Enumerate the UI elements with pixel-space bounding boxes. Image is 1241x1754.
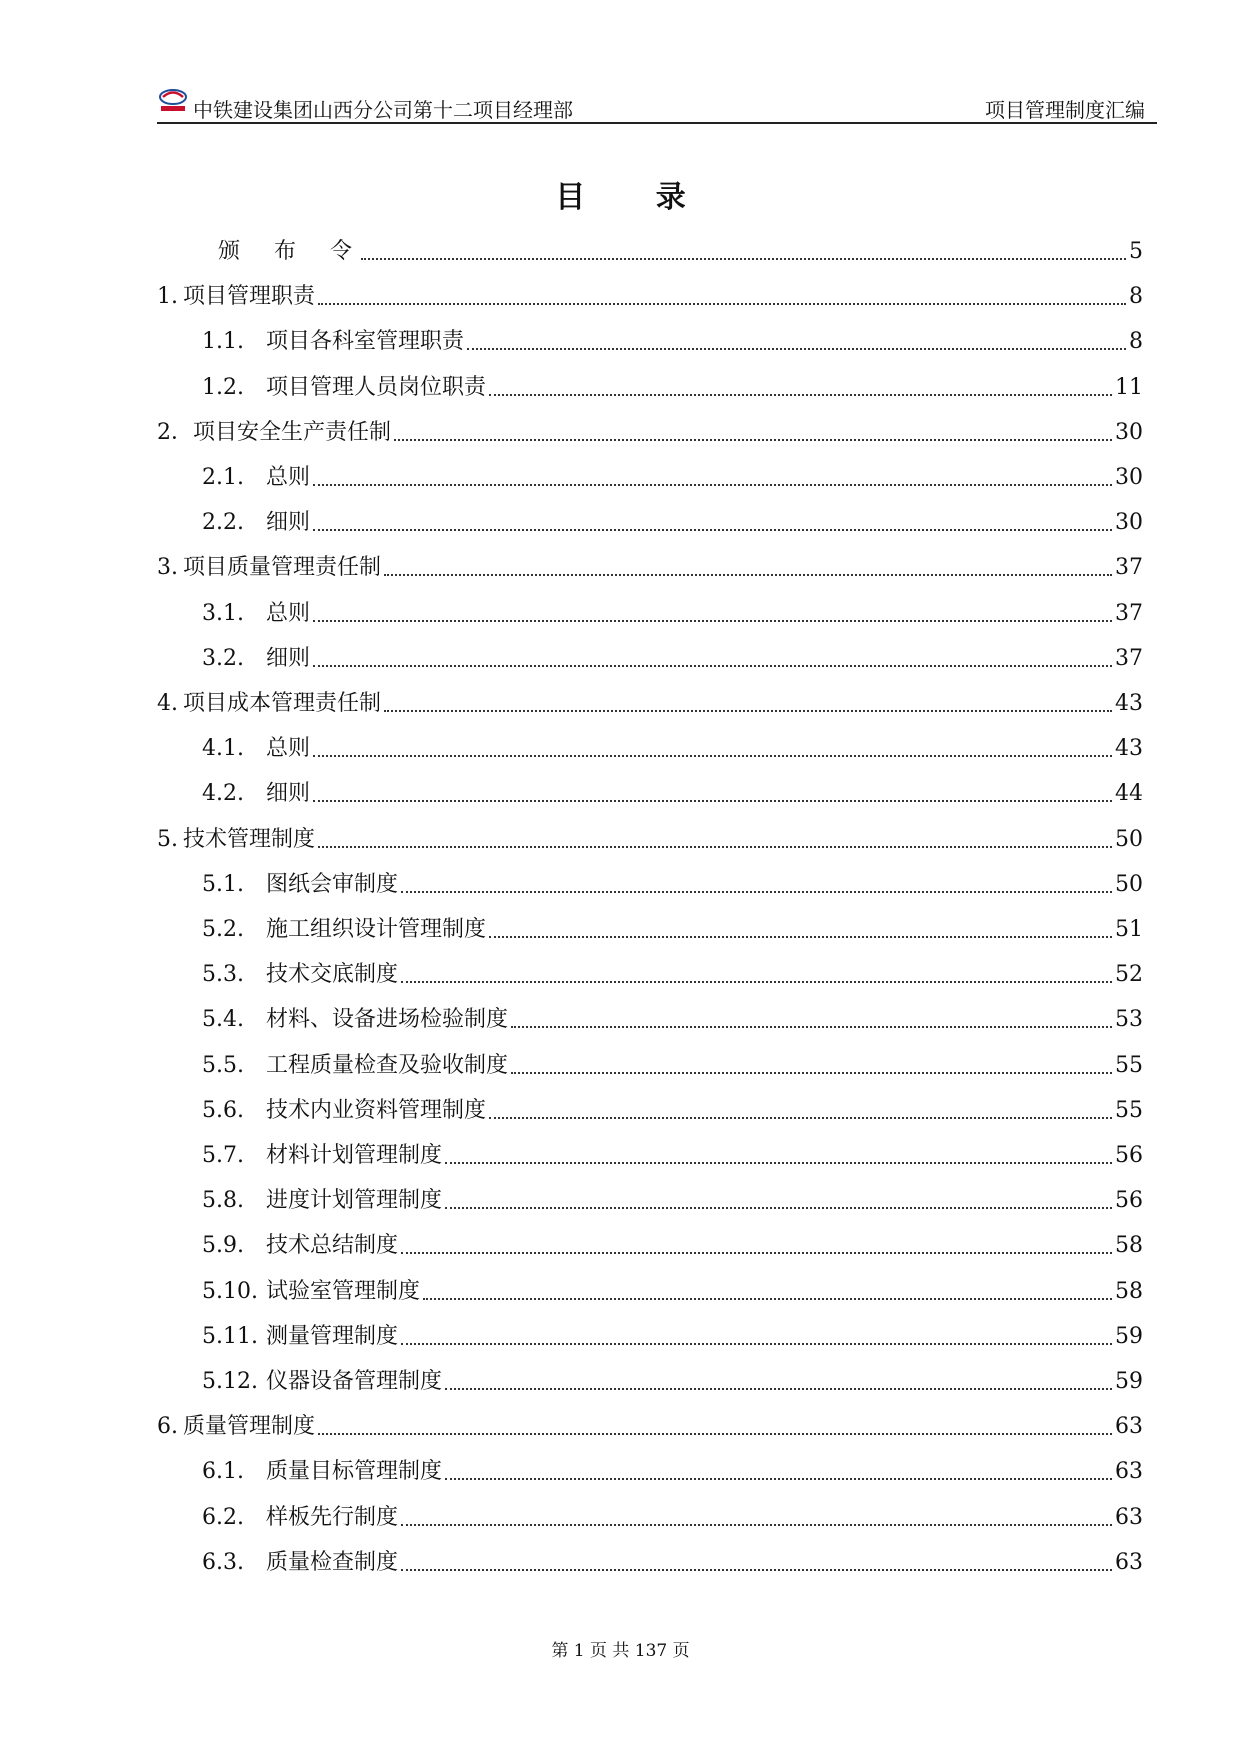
toc-leader-dots [445, 1388, 1112, 1390]
toc-entry-number: 3. [157, 555, 178, 581]
toc-entry-title: 总则 [266, 736, 311, 762]
toc-entry-title: 总则 [266, 600, 311, 626]
toc-entry-title: 进度计划管理制度 [266, 1188, 443, 1214]
toc-leader-dots [401, 1524, 1112, 1526]
toc-leader-dots [445, 1162, 1112, 1164]
toc-entry-page: 63 [1115, 1549, 1143, 1575]
toc-entry[interactable] [202, 1085, 1143, 1125]
page-header [157, 84, 1157, 124]
toc-leader-dots [318, 303, 1126, 305]
toc-entry[interactable] [157, 542, 1143, 582]
toc-entry-number: 5.4. [202, 1007, 244, 1033]
toc-entry-page: 58 [1115, 1278, 1143, 1304]
toc-entry-title: 仪器设备管理制度 [266, 1369, 443, 1394]
header-document-title: 项目管理制度汇编 [985, 98, 1145, 122]
toc-entry-page: 50 [1115, 871, 1143, 897]
toc-entry-number: 5.2. [202, 917, 244, 942]
toc-entry[interactable] [202, 316, 1143, 356]
toc-entry-number: 5.7. [202, 1143, 244, 1168]
toc-entry-number: 4.2. [202, 781, 244, 807]
toc-entry-number: 6.3. [202, 1549, 244, 1575]
toc-entry[interactable] [202, 1266, 1143, 1306]
toc-entry-number: 4.1. [202, 736, 244, 762]
toc-entry-page: 53 [1115, 1007, 1143, 1033]
toc-entry-title: 样板先行制度 [266, 1504, 399, 1530]
toc-entry-title: 技术总结制度 [266, 1233, 399, 1259]
toc-leader-dots [313, 529, 1112, 531]
toc-entry-number: 2． [157, 419, 193, 445]
toc-entry[interactable] [157, 814, 1143, 854]
toc-leader-dots [401, 1569, 1112, 1571]
toc-entry-title: 项目质量管理责任制 [183, 555, 382, 581]
toc-entry-number: 6. [157, 1414, 178, 1440]
toc-entry[interactable] [202, 1040, 1143, 1080]
toc-leader-dots [423, 1298, 1112, 1300]
toc-entry-title: 材料、设备进场检验制度 [266, 1007, 509, 1033]
toc-entry-title: 工程质量检查及验收制度 [266, 1052, 509, 1078]
toc-leader-dots [401, 981, 1112, 983]
toc-leader-dots [313, 484, 1112, 486]
toc-entry-page: 30 [1115, 419, 1143, 445]
toc-entry[interactable] [157, 678, 1143, 718]
toc-entry[interactable] [202, 588, 1143, 628]
toc-entry-number: 5.10. [202, 1278, 258, 1304]
toc-entry-page: 59 [1115, 1323, 1143, 1349]
toc-leader-dots [313, 620, 1112, 622]
toc-leader-dots [401, 1343, 1112, 1345]
toc-entry-number: 2.2. [202, 510, 244, 536]
toc-entry-number: 1. [157, 284, 178, 310]
toc-entry[interactable] [202, 1537, 1143, 1577]
toc-entry-page: 43 [1115, 736, 1143, 762]
toc-entry-title: 测量管理制度 [266, 1323, 399, 1349]
toc-entry[interactable] [157, 1401, 1143, 1441]
toc-entry-page: 63 [1115, 1414, 1143, 1440]
toc-entry-title: 细则 [266, 510, 311, 536]
toc-entry[interactable] [202, 768, 1143, 808]
toc-entry-title: 试验室管理制度 [266, 1278, 421, 1304]
toc-entry-page: 58 [1115, 1233, 1143, 1259]
toc-entry-number: 5.5. [202, 1052, 244, 1078]
toc-entry-page: 56 [1115, 1188, 1143, 1214]
toc-entry-page: 43 [1115, 691, 1143, 716]
toc-entry-page: 37 [1115, 555, 1143, 581]
toc-entry-number: 5.6. [202, 1097, 244, 1123]
toc-leader-dots [313, 755, 1112, 757]
toc-entry[interactable] [202, 1175, 1143, 1215]
toc-entry-page: 37 [1115, 645, 1143, 671]
toc-entry[interactable] [202, 1220, 1143, 1260]
toc-entry[interactable] [202, 1446, 1143, 1486]
toc-entry[interactable] [202, 1311, 1143, 1351]
toc-entry-number: 3.1. [202, 600, 244, 626]
toc-entry-number: 5.12. [202, 1369, 258, 1394]
toc-leader-dots [445, 1207, 1112, 1209]
toc-entry[interactable] [202, 1492, 1143, 1532]
toc-entry-title: 项目各科室管理职责 [266, 329, 465, 355]
page-footer: 第 1 页 共 137 页 [551, 1641, 690, 1661]
toc-entry-page: 8 [1129, 329, 1143, 355]
toc-leader-dots [467, 348, 1126, 350]
toc-entry-title: 总则 [266, 465, 311, 490]
toc-entry-page: 5 [1129, 239, 1143, 264]
toc-entry-page: 37 [1115, 600, 1143, 626]
toc-entry[interactable] [202, 904, 1143, 944]
toc-leader-dots [401, 891, 1112, 893]
toc-entry-number: 5.9. [202, 1233, 244, 1259]
toc-entry-title: 质量检查制度 [266, 1549, 399, 1575]
toc-entry-title: 细则 [266, 645, 311, 671]
toc-leader-dots [489, 936, 1112, 938]
toc-leader-dots [401, 1252, 1112, 1254]
toc-entry-number: 3.2. [202, 645, 244, 671]
toc-entry-title: 技术管理制度 [183, 826, 316, 852]
toc-entry-number: 5.1. [202, 871, 244, 897]
toc-entry-title: 材料计划管理制度 [266, 1143, 443, 1168]
toc-entry-title: 项目安全生产责任制 [193, 419, 392, 445]
toc-entry-title: 图纸会审制度 [266, 871, 399, 897]
toc-entry[interactable] [202, 859, 1143, 899]
toc-entry-number: 4. [157, 691, 178, 716]
toc-leader-dots [313, 800, 1112, 802]
toc-entry[interactable] [202, 723, 1143, 763]
toc-entry-title: 施工组织设计管理制度 [266, 917, 487, 942]
toc-leader-dots [394, 439, 1112, 441]
toc-entry[interactable] [202, 633, 1143, 673]
toc-entry-number: 6.2. [202, 1504, 244, 1530]
toc-leader-dots [384, 574, 1112, 576]
toc-entry[interactable] [202, 1130, 1143, 1170]
toc-entry-title: 项目成本管理责任制 [183, 691, 382, 716]
toc-entry-page: 44 [1115, 781, 1143, 807]
toc-entry-page: 63 [1115, 1459, 1143, 1485]
toc-leader-dots [445, 1478, 1112, 1480]
toc-entry-page: 59 [1115, 1369, 1143, 1394]
toc-entry-page: 55 [1115, 1052, 1143, 1078]
toc-entry-page: 56 [1115, 1143, 1143, 1168]
toc-entry-number: 5.11. [202, 1323, 258, 1349]
toc-leader-dots [489, 1117, 1112, 1119]
toc-entry-page: 50 [1115, 826, 1143, 852]
toc-entry-page: 51 [1115, 917, 1143, 942]
toc-entry-title: 细则 [266, 781, 311, 807]
toc-leader-dots [313, 665, 1112, 667]
toc-entry[interactable] [218, 226, 1143, 266]
toc-entry-number: 5.3. [202, 962, 244, 988]
header-company-name: 中铁建设集团山西分公司第十二项目经理部 [193, 98, 573, 122]
toc-entry[interactable] [202, 452, 1143, 492]
toc-entry-page: 63 [1115, 1504, 1143, 1530]
toc-leader-dots [489, 394, 1112, 396]
toc-entry[interactable] [202, 497, 1143, 537]
toc-entry-title: 质量目标管理制度 [266, 1459, 443, 1485]
toc-entry-page: 30 [1115, 465, 1143, 490]
toc-leader-dots [511, 1072, 1112, 1074]
toc-entry-title: 技术内业资料管理制度 [266, 1097, 487, 1123]
toc-entry[interactable] [157, 271, 1143, 311]
toc-entry-title: 质量管理制度 [183, 1414, 316, 1440]
toc-entry-page: 8 [1129, 284, 1143, 310]
toc-leader-dots [318, 846, 1112, 848]
toc-entry[interactable] [157, 407, 1143, 447]
toc-entry-number: 5.8. [202, 1188, 244, 1214]
company-logo-icon [157, 88, 189, 114]
toc-leader-dots [361, 258, 1126, 260]
toc-entry-title: 技术交底制度 [266, 962, 399, 988]
toc-entry[interactable] [202, 1356, 1143, 1396]
toc-leader-dots [511, 1026, 1112, 1028]
toc-entry-page: 55 [1115, 1097, 1143, 1123]
toc-entry[interactable] [202, 949, 1143, 989]
toc-entry[interactable] [202, 994, 1143, 1034]
toc-entry-number: 6.1. [202, 1459, 244, 1485]
toc-entry-number: 2.1. [202, 465, 244, 490]
toc-entry-title: 项目管理职责 [183, 284, 316, 310]
toc-entry-number: 5. [157, 826, 178, 852]
toc-entry-title: 颁 布 令 [218, 239, 359, 264]
toc-leader-dots [384, 710, 1112, 712]
toc-entry-page: 11 [1115, 374, 1143, 400]
page-title: 目 录 [555, 180, 716, 215]
toc-entry-page: 52 [1115, 962, 1143, 988]
toc-entry-page: 30 [1115, 510, 1143, 536]
toc-entry-title: 项目管理人员岗位职责 [266, 374, 487, 400]
toc-entry[interactable] [202, 362, 1143, 402]
toc-entry-number: 1.1. [202, 329, 244, 355]
toc-leader-dots [318, 1433, 1112, 1435]
toc-entry-number: 1.2. [202, 374, 244, 400]
